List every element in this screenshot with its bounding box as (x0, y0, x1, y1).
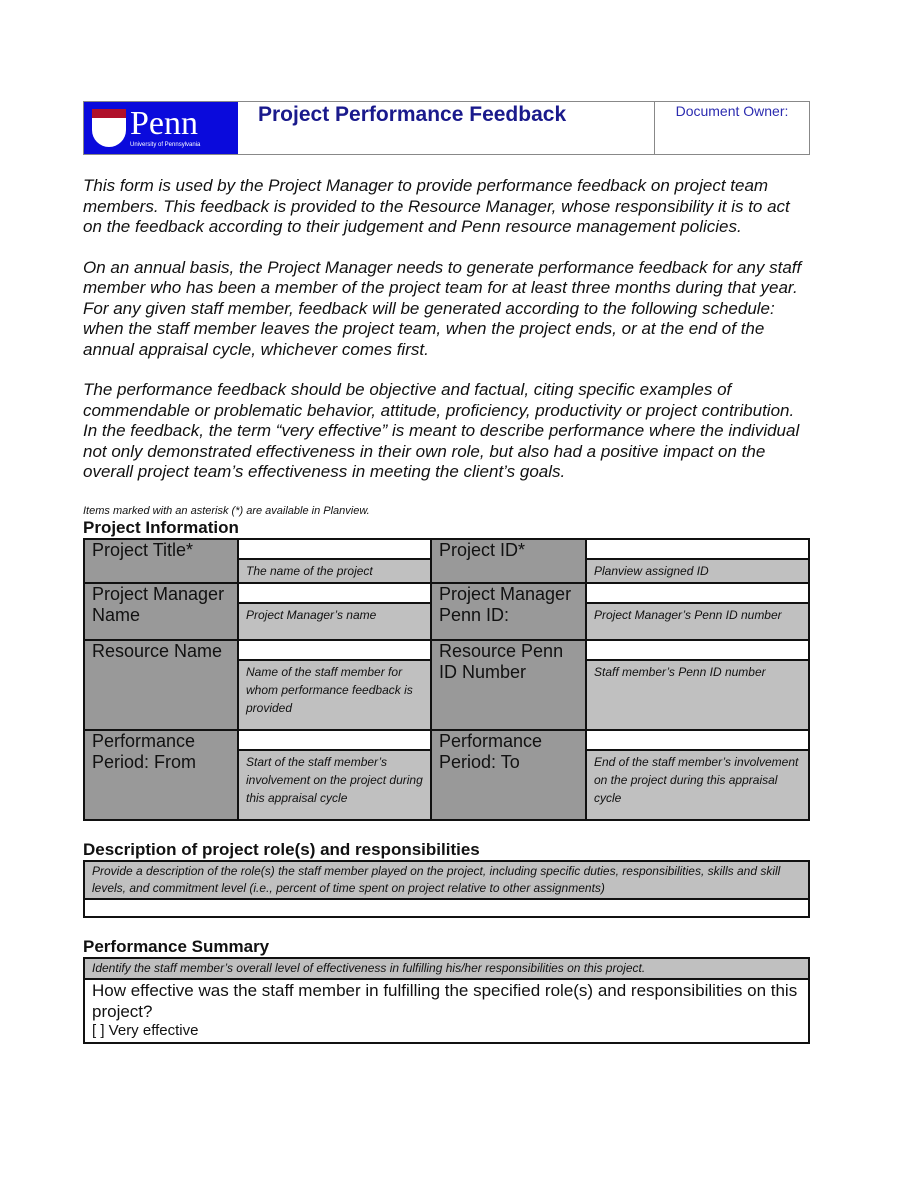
role-input[interactable] (85, 900, 808, 916)
resource-name-input[interactable] (238, 640, 431, 660)
hint-resource-name: Name of the staff member for whom performance feedback is provided (238, 660, 431, 730)
summary-hint: Identify the staff member’s overall level of effectiveness in fulfilling his/her responsibilities on this project. (85, 959, 808, 980)
period-from-input[interactable] (238, 730, 431, 750)
role-heading: Description of project role(s) and responsibilities (83, 839, 480, 859)
role-section (83, 860, 810, 918)
hint-pm-name: Project Manager’s name (238, 603, 431, 640)
hint-period-to: End of the staff member’s involvement on the project during this appraisal cycle (586, 750, 809, 820)
label-period-from: Performance Period: From (84, 730, 238, 820)
document-title: Project Performance Feedback (238, 102, 655, 154)
logo-wordmark (130, 107, 200, 149)
document-owner: Document Owner: (675, 103, 789, 119)
penn-logo (84, 102, 238, 154)
label-pm-name: Project Manager Name (84, 583, 238, 640)
schedule-paragraph: On an annual basis, the Project Manager needs to generate performance feedback for any staff member who has been a member of the project team for at least three months during that year. For any given staff member, feedback will be generated according to the following schedule: when the staff member leaves the project team, when the project ends, or at the end of the annual appraisal cycle, whichever comes first. (83, 257, 802, 359)
hint-pm-penn-id: Project Manager’s Penn ID number (586, 603, 809, 640)
summary-question: How effective was the staff member in fulfilling the specified role(s) and responsibilities on this project? (92, 980, 798, 1021)
document-header (83, 101, 810, 155)
project-title-input[interactable] (238, 539, 431, 559)
label-project-title: Project Title* (84, 539, 238, 583)
very-effective-checkbox[interactable]: [ ] Very effective (92, 1021, 199, 1039)
logo-subtext: University of Pennsylvania (130, 142, 201, 148)
hint-period-from: Start of the staff member’s involvement on the project during this appraisal cycle (238, 750, 431, 820)
hint-resource-penn-id: Staff member’s Penn ID number (586, 660, 809, 730)
label-resource-penn-id: Resource Penn ID Number (431, 640, 586, 730)
label-resource-name: Resource Name (84, 640, 238, 730)
pm-name-input[interactable] (238, 583, 431, 603)
project-id-input[interactable] (586, 539, 809, 559)
hint-project-title: The name of the project (238, 559, 431, 583)
intro-paragraph: This form is used by the Project Manager to provide performance feedback on project team members. This feedback is provided to the Resource Manager, whose responsibility it is to act on the feedback according to their judgement and Penn resource management policies. (83, 176, 790, 236)
objectivity-paragraph: The performance feedback should be objective and factual, citing specific examples of commendable or problematic behavior, attitude, proficiency, productivity or project contribution. In the feedback, the term “very effective” is meant to describe performance where the individual not only demonstrated effectiveness in their own role, but also had a positive impact on the overall project team’s effectiveness in meeting the client’s goals. (83, 380, 800, 481)
label-period-to: Performance Period: To (431, 730, 586, 820)
penn-shield-icon (92, 109, 126, 147)
label-pm-penn-id: Project Manager Penn ID: (431, 583, 586, 640)
asterisk-note: Items marked with an asterisk (*) are available in Planview. (83, 504, 370, 517)
pm-penn-id-input[interactable] (586, 583, 809, 603)
resource-penn-id-input[interactable] (586, 640, 809, 660)
project-info-heading: Project Information (83, 517, 239, 537)
role-hint: Provide a description of the role(s) the staff member played on the project, including specific duties, responsibilities, skills and skill levels, and commitment level (i.e., percent of time spent on project relative to other assignments) (85, 862, 808, 900)
label-project-id: Project ID* (431, 539, 586, 583)
logo-text: Penn (130, 105, 198, 142)
project-info-table (83, 538, 810, 821)
summary-heading: Performance Summary (83, 936, 270, 956)
period-to-input[interactable] (586, 730, 809, 750)
hint-project-id: Planview assigned ID (586, 559, 809, 583)
document-page (83, 0, 810, 1044)
summary-section (83, 957, 810, 1044)
